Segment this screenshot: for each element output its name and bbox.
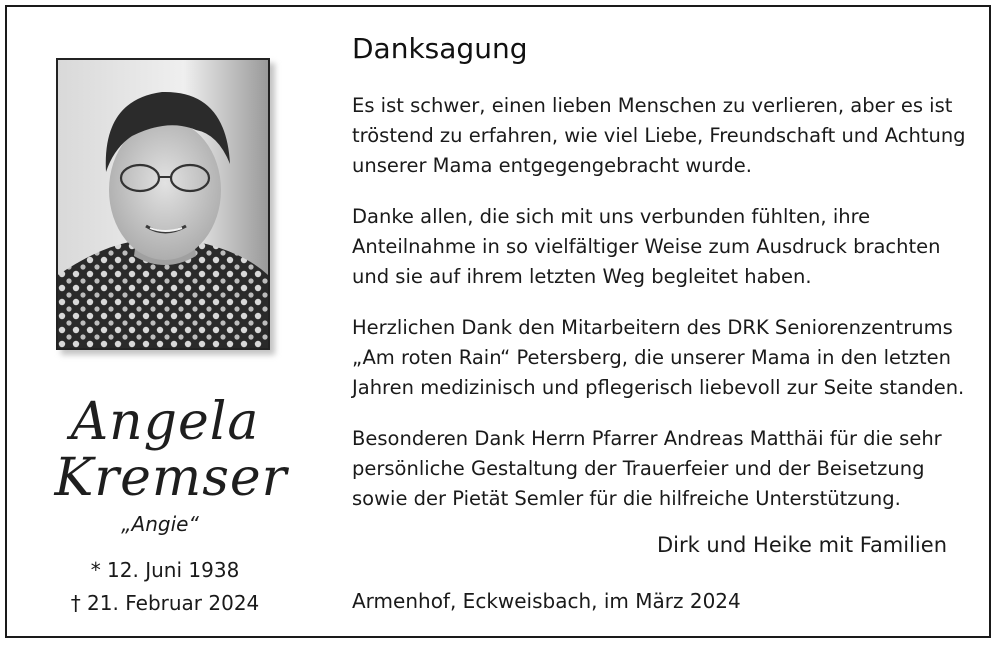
deceased-first-name: Angela: [70, 392, 260, 452]
death-date: † 21. Februar 2024: [70, 591, 260, 615]
notice-heading: Danksagung: [352, 32, 528, 65]
thanks-paragraph: Es ist schwer, einen lieben Menschen zu verlieren, aber es ist tröstend zu erfahren, wie viel Liebe, Freundschaft und Achtung unserer Mama entgegengebracht wurde.: [352, 94, 966, 177]
birth-date: * 12. Juni 1938: [90, 558, 240, 582]
thanks-paragraph: Besonderen Dank Herrn Pfarrer Andreas Matthäi für die sehr persönliche Gestaltung der Trauerfeier und der Beisetzung sowie der Pietät Semler für die hilfreiche Unterstützung.: [352, 427, 942, 510]
thanks-paragraph: Danke allen, die sich mit uns verbunden fühlten, ihre Anteilnahme in so vielfältiger Weise zum Ausdruck brachten und sie auf ihrem letzten Weg begleitet haben.: [352, 205, 941, 288]
deceased-nickname: „Angie“: [121, 512, 199, 536]
family-signature: Dirk und Heike mit Familien: [656, 533, 947, 557]
place-and-date: Armenhof, Eckweisbach, im März 2024: [352, 589, 741, 613]
portrait-photo: [56, 58, 270, 350]
deceased-last-name: Kremser: [54, 448, 288, 508]
thanks-paragraph: Herzlichen Dank den Mitarbeitern des DRK Seniorenzentrums „Am roten Rain“ Petersberg, die unserer Mama in den letzten Jahren medizinisch und pflegerisch liebevoll zur Seite standen.: [352, 316, 965, 399]
